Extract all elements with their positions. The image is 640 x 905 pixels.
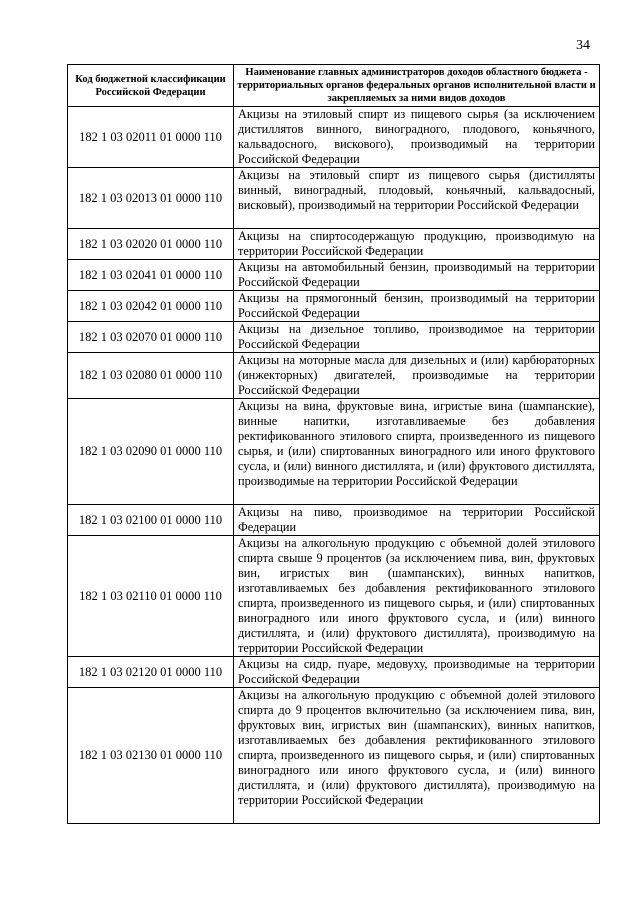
table-row	[68, 107, 600, 168]
row-code: 182 1 03 02080 01 0000 110	[68, 353, 234, 399]
row-name: Акцизы на сидр, пуаре, медовуху, производимые на территории Российской Федерации	[234, 657, 600, 688]
row-name: Акцизы на автомобильный бензин, производимый на территории Российской Федерации	[234, 260, 600, 291]
page-number: 34	[576, 38, 590, 53]
row-name: Акцизы на этиловый спирт из пищевого сырья (дистилляты винный, виноградный, плодовый, коньячный, кальвадосный, висковый), производимый на территории Российской Федерации	[234, 168, 600, 229]
row-code: 182 1 03 02070 01 0000 110	[68, 322, 234, 353]
row-name: Акцизы на алкогольную продукцию с объемной долей этилового спирта свыше 9 процентов (за исключением пива, вин, фруктовых вин, игристых вин (шампанских), винных напитков, изготавливаемых без добавления ректификованного этилового спирта, произведенного из пищевого сырья, и (или) спиртованных виноградного или иного фруктового сусла, и (или) винного дистиллята, и (или) фруктового дистиллята), производимую на территории Российской Федерации	[234, 536, 600, 657]
row-name: Акцизы на вина, фруктовые вина, игристые вина (шампанские), винные напитки, изготавливаемые без добавления ректификованного этилового спирта, произведенного из пищевого сырья, и (или) спиртованных виноградного или иного фруктового сусла, и (или) винного дистиллята, и (или) фруктового дистиллята, производимые на территории Российской Федерации	[234, 399, 600, 505]
table-row	[68, 536, 600, 657]
row-code: 182 1 03 02090 01 0000 110	[68, 399, 234, 505]
table-row	[68, 260, 600, 291]
row-name: Акцизы на пиво, производимое на территории Российской Федерации	[234, 505, 600, 536]
header-name: Наименование главных администраторов доходов областного бюджета - территориальных органов федеральных органов исполнительной власти и закрепляемых за ними видов доходов	[234, 65, 600, 107]
row-code: 182 1 03 02100 01 0000 110	[68, 505, 234, 536]
row-name: Акцизы на прямогонный бензин, производимый на территории Российской Федерации	[234, 291, 600, 322]
row-name: Акцизы на алкогольную продукцию с объемной долей этилового спирта до 9 процентов включительно (за исключением пива, вин, фруктовых вин, игристых вин (шампанских), винных напитков, изготавливаемых без добавления ректификованного этилового спирта, произведенного из пищевого сырья, и (или) спиртованных виноградного или иного фруктового сусла, и (или) винного дистиллята, и (или) фруктового дистиллята), производимую на территории Российской Федерации	[234, 688, 600, 824]
table-row	[68, 168, 600, 229]
table-row	[68, 399, 600, 505]
table-row	[68, 688, 600, 824]
row-name: Акцизы на дизельное топливо, производимое на территории Российской Федерации	[234, 322, 600, 353]
revenue-table	[67, 64, 600, 824]
row-code: 182 1 03 02120 01 0000 110	[68, 657, 234, 688]
table-row	[68, 505, 600, 536]
row-name: Акцизы на спиртосодержащую продукцию, производимую на территории Российской Федерации	[234, 229, 600, 260]
row-code: 182 1 03 02130 01 0000 110	[68, 688, 234, 824]
row-code: 182 1 03 02020 01 0000 110	[68, 229, 234, 260]
row-code: 182 1 03 02041 01 0000 110	[68, 260, 234, 291]
table-row	[68, 353, 600, 399]
row-code: 182 1 03 02042 01 0000 110	[68, 291, 234, 322]
table-row	[68, 322, 600, 353]
row-code: 182 1 03 02110 01 0000 110	[68, 536, 234, 657]
table-row	[68, 657, 600, 688]
header-code: Код бюджетной классификации Российской Федерации	[68, 65, 234, 107]
header-row	[68, 65, 600, 107]
table-row	[68, 291, 600, 322]
row-code: 182 1 03 02013 01 0000 110	[68, 168, 234, 229]
table-body	[68, 107, 600, 824]
row-name: Акцизы на моторные масла для дизельных и (или) карбюраторных (инжекторных) двигателей, производимые на территории Российской Федерации	[234, 353, 600, 399]
row-code: 182 1 03 02011 01 0000 110	[68, 107, 234, 168]
table-header	[68, 65, 600, 107]
row-name: Акцизы на этиловый спирт из пищевого сырья (за исключением дистиллятов винного, виноградного, плодового, коньячного, кальвадосного, вискового), производимый на территории Российской Федерации	[234, 107, 600, 168]
table-row	[68, 229, 600, 260]
